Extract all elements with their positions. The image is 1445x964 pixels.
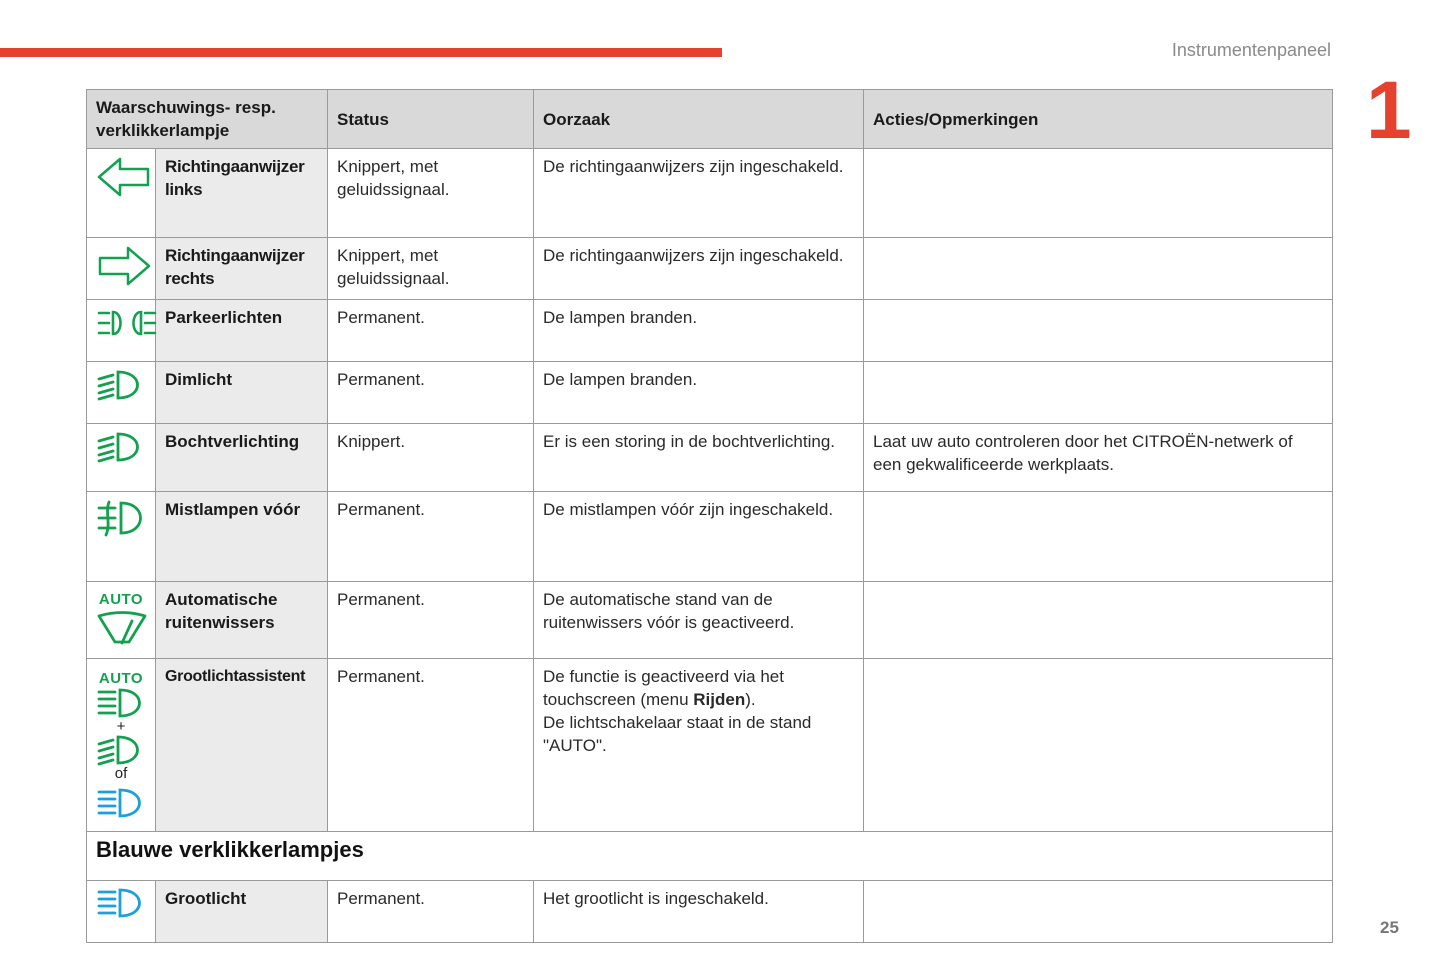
lamp-cause: Het grootlicht is ingeschakeld.	[534, 881, 864, 943]
lamp-cause: De richtingaanwijzers zijn ingeschakeld.	[534, 238, 864, 300]
table-row	[87, 238, 1333, 300]
chapter-number: 1	[1366, 65, 1412, 156]
icon-cell	[87, 238, 156, 300]
arrow-left-icon	[96, 155, 152, 199]
lamp-status: Permanent.	[328, 362, 534, 424]
table-row	[87, 300, 1333, 362]
parking-lights-icon	[96, 306, 158, 340]
lamp-status: Knippert.	[328, 424, 534, 492]
section-header-row	[87, 832, 1333, 881]
lamp-action	[864, 659, 1333, 832]
icon-cell	[87, 659, 156, 832]
table-row	[87, 659, 1333, 832]
lamp-action	[864, 881, 1333, 943]
table-row	[87, 492, 1333, 582]
lamp-cause: De lampen branden.	[534, 300, 864, 362]
auto-label: AUTO	[98, 670, 144, 687]
auto-wiper-icon	[96, 610, 148, 648]
column-header-cause: Oorzaak	[534, 90, 864, 149]
lamp-status: Permanent.	[328, 582, 534, 659]
dipped-beam-icon	[96, 734, 146, 766]
lamp-status: Permanent.	[328, 659, 534, 832]
lamp-name: Bochtverlichting	[156, 424, 328, 492]
column-header-status: Status	[328, 90, 534, 149]
lamp-action	[864, 362, 1333, 424]
icon-cell	[87, 492, 156, 582]
lamp-cause: De lampen branden.	[534, 362, 864, 424]
lamp-name: Mistlampen vóór	[156, 492, 328, 582]
lamp-status: Permanent.	[328, 300, 534, 362]
icon-cell	[87, 582, 156, 659]
cause-text-end: ).	[745, 690, 756, 709]
lamp-action	[864, 582, 1333, 659]
column-header-action: Acties/Opmerkingen	[864, 90, 1333, 149]
or-label: of	[114, 765, 128, 782]
lamp-action	[864, 492, 1333, 582]
cornering-light-icon	[96, 430, 146, 464]
lamp-status: Permanent.	[328, 492, 534, 582]
icon-cell	[87, 300, 156, 362]
lamp-status: Knippert, met geluidssignaal.	[328, 238, 534, 300]
table-row	[87, 149, 1333, 238]
arrow-right-icon	[96, 244, 152, 288]
table-row	[87, 881, 1333, 943]
lamp-action	[864, 149, 1333, 238]
icon-cell	[87, 362, 156, 424]
table-row	[87, 362, 1333, 424]
lamp-name: Grootlicht	[156, 881, 328, 943]
lamp-name: Grootlichtassistent	[156, 659, 328, 832]
high-beam-icon	[96, 887, 148, 919]
cause-text: De functie is geactiveerd via het touchscreen (menu	[543, 667, 784, 709]
lamp-action	[864, 238, 1333, 300]
table-row	[87, 582, 1333, 659]
cause-text-2: De lichtschakelaar staat in de stand "AUTO".	[543, 713, 812, 755]
lamp-cause	[534, 659, 864, 832]
accent-bar	[0, 48, 722, 57]
column-header-lamp: Waarschuwings- resp. verklikkerlampje	[87, 90, 328, 149]
blue-section-title: Blauwe verklikkerlampjes	[87, 832, 1333, 881]
icon-cell	[87, 881, 156, 943]
icon-cell	[87, 424, 156, 492]
icon-cell	[87, 149, 156, 238]
lamp-name: Richtingaanwijzer rechts	[156, 238, 328, 300]
table-row	[87, 424, 1333, 492]
lamp-action: Laat uw auto controleren door het CITROËN-netwerk of een gekwalificeerde werkplaats.	[864, 424, 1333, 492]
lamp-name: Richtingaanwijzer links	[156, 149, 328, 238]
front-fog-icon	[96, 498, 148, 538]
lamp-name: Parkeerlichten	[156, 300, 328, 362]
high-beam-icon	[96, 787, 148, 819]
lamp-status: Permanent.	[328, 881, 534, 943]
lamp-cause: De mistlampen vóór zijn ingeschakeld.	[534, 492, 864, 582]
lamp-name: Dimlicht	[156, 362, 328, 424]
table-header-row	[87, 90, 1333, 149]
lamp-cause: Er is een storing in de bochtverlichting.	[534, 424, 864, 492]
warning-lamps-table	[86, 89, 1333, 943]
auto-label: AUTO	[98, 591, 144, 608]
lamp-status: Knippert, met geluidssignaal.	[328, 149, 534, 238]
dipped-beam-icon	[96, 368, 146, 402]
plus-label: +	[116, 718, 126, 735]
lamp-action	[864, 300, 1333, 362]
section-title: Instrumentenpaneel	[1171, 40, 1331, 60]
lamp-cause: De richtingaanwijzers zijn ingeschakeld.	[534, 149, 864, 238]
page-number: 25	[1380, 918, 1399, 937]
menu-name: Rijden	[693, 690, 746, 709]
lamp-cause: De automatische stand van de ruitenwissers vóór is geactiveerd.	[534, 582, 864, 659]
high-beam-assist-icon	[96, 687, 148, 719]
lamp-name: Automatische ruitenwissers	[156, 582, 328, 659]
